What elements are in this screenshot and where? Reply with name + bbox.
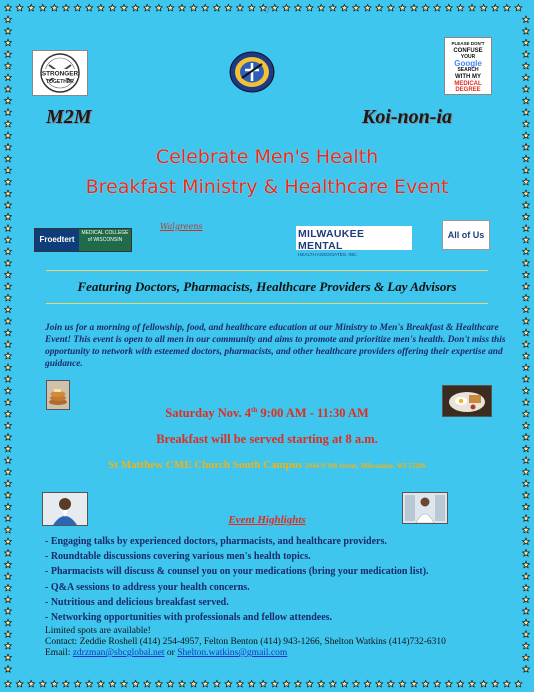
border-star	[271, 4, 278, 11]
border-star	[523, 364, 530, 371]
border-star	[523, 503, 530, 510]
border-star	[5, 654, 12, 661]
border-star	[5, 97, 12, 104]
border-star	[5, 39, 12, 46]
border-star	[523, 666, 530, 673]
border-star	[237, 4, 244, 11]
border-star	[457, 680, 464, 687]
border-star	[5, 341, 12, 348]
email-link-zdrzman[interactable]: zdrzman@sbcglobal.net	[72, 648, 165, 658]
border-star	[411, 4, 418, 11]
event-title-line-2: Breakfast Ministry & Healthcare Event	[85, 176, 449, 198]
border-star	[5, 236, 12, 243]
border-star	[144, 4, 151, 11]
border-star	[523, 492, 530, 499]
milwaukee-mental-text: MILWAUKEE MENTAL	[298, 228, 365, 252]
border-star	[5, 213, 12, 220]
border-star	[329, 4, 336, 11]
border-star	[523, 318, 530, 325]
border-star	[523, 132, 530, 139]
border-star	[523, 376, 530, 383]
border-star	[179, 4, 186, 11]
border-star	[5, 329, 12, 336]
border-star	[523, 538, 530, 545]
border-star	[16, 680, 23, 687]
border-star	[5, 74, 12, 81]
border-star	[399, 4, 406, 11]
footer-contact	[45, 626, 505, 659]
border-star	[97, 4, 104, 11]
border-star	[39, 4, 46, 11]
logo-line-google: Google	[454, 58, 482, 68]
border-star	[5, 28, 12, 35]
border-star	[445, 680, 452, 687]
border-star	[523, 561, 530, 568]
border-star	[353, 4, 360, 11]
highlight-item: - Pharmacists will discuss & counsel you on your medications (bring your medication list).	[45, 566, 429, 578]
border-star	[523, 608, 530, 615]
border-star	[167, 4, 174, 11]
border-star	[5, 306, 12, 313]
border-star	[523, 248, 530, 255]
border-star	[5, 62, 12, 69]
border-star	[523, 352, 530, 359]
border-star	[515, 4, 522, 11]
border-star	[5, 271, 12, 278]
stronger-together-logo	[32, 50, 88, 96]
border-star	[523, 550, 530, 557]
border-star	[155, 680, 162, 687]
border-star	[492, 680, 499, 687]
border-star	[387, 680, 394, 687]
email-label: Email:	[45, 648, 73, 658]
border-star	[190, 4, 197, 11]
border-star	[523, 271, 530, 278]
border-star	[5, 608, 12, 615]
border-star	[155, 4, 162, 11]
m2m-heading: M2M	[46, 106, 92, 128]
border-star	[5, 631, 12, 638]
border-star	[5, 666, 12, 673]
border-star	[523, 120, 530, 127]
border-star	[271, 680, 278, 687]
all-of-us-logo: All of Us	[442, 220, 490, 250]
border-star	[5, 260, 12, 267]
border-star	[5, 492, 12, 499]
border-star	[39, 680, 46, 687]
border-star	[5, 680, 12, 687]
border-star	[5, 642, 12, 649]
border-star	[5, 225, 12, 232]
walgreens-logo: Walgreens	[160, 222, 203, 231]
top-rule	[46, 270, 488, 271]
border-star	[387, 4, 394, 11]
border-star	[341, 680, 348, 687]
border-star	[28, 4, 35, 11]
border-star	[5, 561, 12, 568]
border-star	[523, 526, 530, 533]
border-star	[5, 619, 12, 626]
border-star	[318, 680, 325, 687]
highlight-item: - Q&A sessions to address your health concerns.	[45, 581, 250, 593]
border-star	[353, 680, 360, 687]
border-star	[121, 4, 128, 11]
border-star	[5, 526, 12, 533]
border-star	[132, 4, 139, 11]
logo-line-5: SEARCH	[457, 67, 479, 74]
border-star	[86, 680, 93, 687]
border-star	[213, 4, 220, 11]
border-star	[503, 680, 510, 687]
border-star	[167, 680, 174, 687]
border-star	[523, 97, 530, 104]
church-seal-logo	[228, 50, 276, 94]
froedtert-text: Froedtert	[35, 229, 79, 251]
border-star	[5, 399, 12, 406]
featuring-line: Featuring Doctors, Pharmacists, Healthcare Providers & Lay Advisors	[77, 279, 457, 294]
event-location-line	[0, 459, 534, 471]
border-star	[523, 306, 530, 313]
highlight-item: - Engaging talks by experienced doctors, pharmacists, and healthcare providers.	[45, 536, 387, 547]
logo-line-1: PLEASE DON'T	[451, 41, 485, 46]
border-star	[523, 619, 530, 626]
event-time: 9:00 AM - 11:30 AM	[257, 406, 369, 421]
border-star	[5, 364, 12, 371]
border-star	[5, 4, 12, 11]
border-star	[523, 236, 530, 243]
border-star	[422, 680, 429, 687]
breakfast-time: Breakfast will be served starting at 8 a.m.	[156, 432, 378, 446]
border-star	[457, 4, 464, 11]
mcw-text: MEDICAL COLLEGE of WISCONSIN	[79, 229, 131, 251]
border-star	[190, 680, 197, 687]
border-star	[523, 28, 530, 35]
event-date: Saturday Nov. 4	[165, 406, 252, 421]
event-date-time	[0, 406, 534, 421]
border-star	[5, 550, 12, 557]
event-location: St Matthew CME Church South Campus	[108, 459, 303, 471]
logo-stronger-text: STRONGER	[41, 70, 79, 78]
border-star	[434, 680, 441, 687]
border-star	[51, 4, 58, 11]
border-star	[523, 86, 530, 93]
border-star	[5, 538, 12, 545]
border-star	[16, 4, 23, 11]
border-star	[295, 680, 302, 687]
border-star	[523, 596, 530, 603]
border-star	[523, 341, 530, 348]
border-star	[5, 109, 12, 116]
highlights-list	[45, 534, 505, 625]
bottom-rule	[46, 303, 488, 304]
border-star	[5, 573, 12, 580]
border-star	[28, 680, 35, 687]
border-star	[5, 132, 12, 139]
border-star	[523, 654, 530, 661]
email-line	[45, 648, 505, 659]
border-star	[422, 4, 429, 11]
milwaukee-mental-subtext: HEALTH ASSOCIATES, INC.	[298, 252, 358, 257]
highlight-item: - Nutritious and delicious breakfast served.	[45, 596, 229, 608]
border-star	[260, 680, 267, 687]
border-star	[5, 120, 12, 127]
border-star	[523, 584, 530, 591]
border-star	[213, 680, 220, 687]
border-star	[329, 680, 336, 687]
logo-line-8: DEGREE	[455, 87, 481, 94]
border-star	[5, 248, 12, 255]
logo-together-text: TOGETHER	[46, 79, 74, 85]
intro-paragraph: Join us for a morning of fellowship, food, and healthcare education at our Ministry to Men's Breakfast & Healthcare Event! This event is open to all men in our community and aims to promote and prioritize men's health. Don't miss this opportunity to network with esteemed doctors, pharmacists, and other healthcare providers offering their expertise and guidance.	[45, 323, 506, 369]
border-star	[74, 4, 81, 11]
border-star	[523, 62, 530, 69]
email-link-shelton[interactable]: Shelton.watkins@gmail.com	[177, 648, 288, 658]
border-star	[63, 4, 70, 11]
froedtert-mcw-logo	[34, 228, 132, 252]
border-star	[306, 680, 313, 687]
border-star	[260, 4, 267, 11]
border-star	[283, 680, 290, 687]
border-star	[523, 213, 530, 220]
border-star	[5, 294, 12, 301]
border-star	[469, 4, 476, 11]
border-star	[63, 680, 70, 687]
border-star	[97, 680, 104, 687]
border-star	[74, 680, 81, 687]
border-star	[523, 480, 530, 487]
event-title-line-1: Celebrate Men's Health	[155, 146, 379, 168]
border-star	[121, 680, 128, 687]
border-star	[295, 4, 302, 11]
border-star	[523, 329, 530, 336]
event-address: 2944 N 9th Street, Milwaukee, WI 53206	[304, 462, 426, 470]
border-star	[5, 596, 12, 603]
logo-line-7: MEDICAL	[454, 80, 482, 87]
border-star	[5, 86, 12, 93]
border-star	[144, 680, 151, 687]
border-star	[523, 294, 530, 301]
border-star	[523, 387, 530, 394]
border-star	[5, 503, 12, 510]
border-star	[523, 642, 530, 649]
border-star	[5, 376, 12, 383]
logo-line-3: YOUR	[460, 54, 476, 61]
border-star	[51, 680, 58, 687]
border-star	[5, 202, 12, 209]
border-star	[376, 4, 383, 11]
event-date-suffix: th	[251, 406, 258, 414]
border-star	[523, 631, 530, 638]
border-star	[225, 680, 232, 687]
border-star	[523, 573, 530, 580]
border-star	[434, 4, 441, 11]
border-star	[523, 225, 530, 232]
border-star	[5, 352, 12, 359]
border-star	[523, 51, 530, 58]
top-mark: /	[267, 4, 271, 16]
border-star	[109, 4, 116, 11]
border-star	[480, 680, 487, 687]
border-star	[523, 399, 530, 406]
border-star	[523, 260, 530, 267]
limited-spots: Limited spots are available!	[45, 626, 151, 636]
border-star	[5, 387, 12, 394]
border-star	[5, 422, 12, 429]
border-star	[523, 16, 530, 23]
border-star	[283, 4, 290, 11]
koinonia-heading: Koi-non-ia	[362, 106, 453, 128]
border-star	[5, 480, 12, 487]
border-star	[523, 422, 530, 429]
border-star	[109, 680, 116, 687]
milwaukee-mental-logo	[296, 226, 412, 257]
border-star	[318, 4, 325, 11]
border-star	[202, 680, 209, 687]
border-star	[376, 680, 383, 687]
border-star	[523, 109, 530, 116]
border-star	[523, 202, 530, 209]
border-star	[248, 680, 255, 687]
border-star	[225, 4, 232, 11]
border-star	[399, 680, 406, 687]
border-star	[503, 4, 510, 11]
border-star	[341, 4, 348, 11]
border-star	[306, 4, 313, 11]
border-star	[5, 318, 12, 325]
highlight-item: - Roundtable discussions covering various men's health topics.	[45, 551, 311, 563]
border-star	[411, 680, 418, 687]
logo-line-6: WITH MY	[455, 73, 481, 80]
event-highlights-title: Event Highlights	[228, 514, 306, 526]
border-star	[86, 4, 93, 11]
border-star	[515, 680, 522, 687]
contact-line: Contact: Zeddie Roshell (414) 254-4957, Felton Benton (414) 943-1266, Shelton Watkins (414)732-6310	[45, 637, 446, 647]
border-star	[132, 680, 139, 687]
highlight-item: - Networking opportunities with professionals and fellow attendees.	[45, 612, 333, 624]
email-or: or	[164, 648, 178, 658]
border-star	[492, 4, 499, 11]
border-star	[202, 4, 209, 11]
border-star	[364, 4, 371, 11]
border-star	[5, 51, 12, 58]
border-star	[5, 584, 12, 591]
border-star	[469, 680, 476, 687]
border-star	[248, 4, 255, 11]
google-degree-logo	[444, 37, 492, 95]
logo-line-2: CONFUSE	[453, 47, 483, 54]
border-star	[445, 4, 452, 11]
border-star	[364, 680, 371, 687]
border-star	[5, 16, 12, 23]
border-star	[480, 4, 487, 11]
border-star	[237, 680, 244, 687]
border-star	[523, 74, 530, 81]
border-star	[179, 680, 186, 687]
border-star	[523, 39, 530, 46]
